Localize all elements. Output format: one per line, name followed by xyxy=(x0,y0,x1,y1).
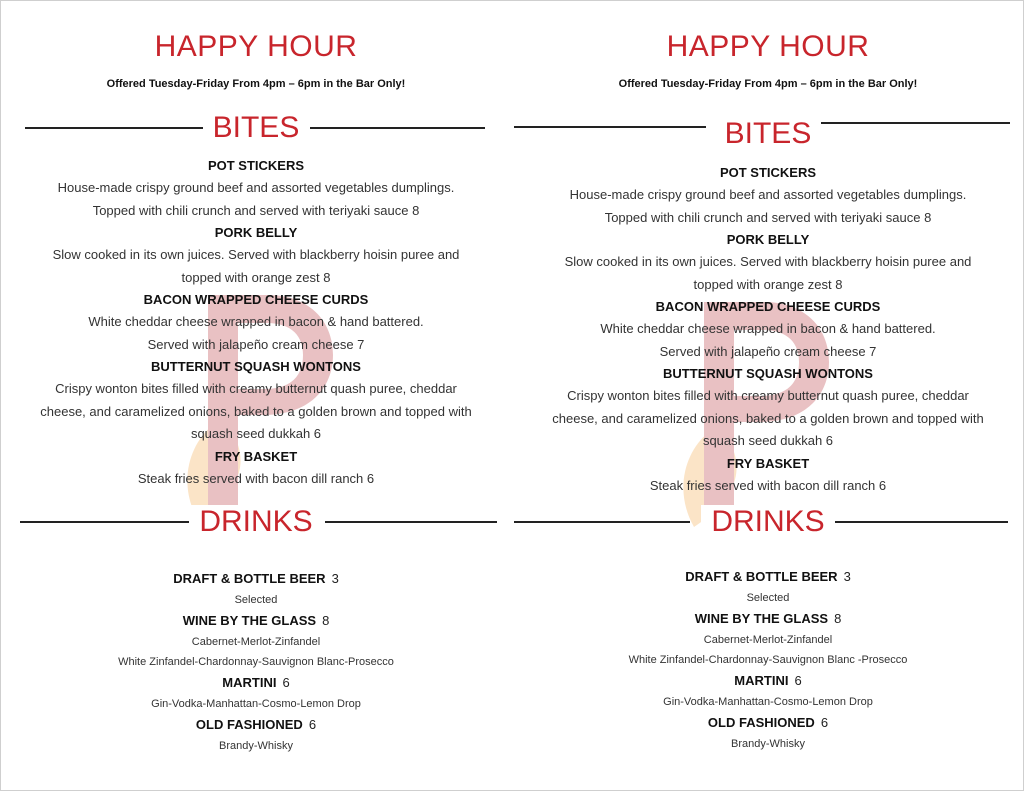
item-name: BUTTERNUT SQUASH WONTONS xyxy=(663,366,873,381)
drink-name: MARTINI xyxy=(222,675,277,690)
drink-detail: White Zinfandel-Chardonnay-Sauvignon Blanc -Prosecco xyxy=(628,654,908,666)
item-description: topped with orange zest 8 xyxy=(693,276,843,292)
item-name: FRY BASKET xyxy=(214,448,298,464)
drinks-section-header xyxy=(512,500,1024,544)
item-description: Topped with chili crunch and served with teriyaki sauce 8 xyxy=(604,209,932,225)
drink-detail: Brandy-Whisky xyxy=(731,738,805,750)
menu-item xyxy=(0,222,512,289)
drink-name: DRAFT & BOTTLE BEER xyxy=(685,569,838,584)
drink-name: OLD FASHIONED xyxy=(707,715,815,730)
menu-item xyxy=(512,296,1024,363)
item-name: BUTTERNUT SQUASH WONTONS xyxy=(151,359,361,374)
item-description: House-made crispy ground beef and assorted vegetables dumplings. xyxy=(57,180,455,195)
drink-detail: Gin-Vodka-Manhattan-Cosmo-Lemon Drop xyxy=(151,698,361,710)
item-name: POT STICKERS xyxy=(207,158,305,173)
drink-name: OLD FASHIONED xyxy=(195,717,303,732)
drinks-heading: DRINKS xyxy=(512,500,1024,544)
drink-detail: Brandy-Whisky xyxy=(219,740,293,752)
drink-item xyxy=(0,568,512,610)
drink-price: 3 xyxy=(331,571,339,586)
item-description: Served with jalapeño cream cheese 7 xyxy=(147,336,365,352)
item-description: Topped with chili crunch and served with teriyaki sauce 8 xyxy=(92,202,420,218)
item-description: Crispy wonton bites filled with creamy butternut quash puree, cheddar xyxy=(55,381,457,396)
item-description: topped with orange zest 8 xyxy=(181,269,331,285)
drink-price: 6 xyxy=(794,673,802,688)
drink-price: 6 xyxy=(820,715,829,730)
page-subtitle: Offered Tuesday-Friday From 4pm – 6pm in the Bar Only! xyxy=(106,78,406,90)
menu-item xyxy=(512,453,1024,498)
drink-detail: Selected xyxy=(746,592,790,604)
drink-price: 8 xyxy=(322,613,330,628)
menu-item xyxy=(0,356,512,446)
item-description: Steak fries served with bacon dill ranch 6 xyxy=(649,477,887,493)
item-description: Steak fries served with bacon dill ranch 6 xyxy=(137,470,375,486)
drink-price: 3 xyxy=(843,569,851,584)
drink-item xyxy=(512,670,1024,712)
drinks-list xyxy=(512,566,1024,754)
drink-name: DRAFT & BOTTLE BEER xyxy=(173,571,326,586)
page-title: HAPPY HOUR xyxy=(154,30,358,63)
item-description: House-made crispy ground beef and assorted vegetables dumplings. xyxy=(569,187,967,202)
item-description: Slow cooked in its own juices. Served with blackberry hoisin puree and xyxy=(52,247,460,262)
drink-detail: Gin-Vodka-Manhattan-Cosmo-Lemon Drop xyxy=(663,696,873,708)
page-title: HAPPY HOUR xyxy=(666,30,870,63)
drink-price: 6 xyxy=(308,717,317,732)
item-description: Slow cooked in its own juices. Served with blackberry hoisin puree and xyxy=(564,254,972,269)
page-subtitle: Offered Tuesday-Friday From 4pm – 6pm in the Bar Only! xyxy=(618,78,918,90)
menu-item xyxy=(0,289,512,356)
menu-item xyxy=(512,229,1024,296)
drinks-list xyxy=(0,568,512,756)
menu-item xyxy=(0,446,512,491)
item-description: squash seed dukkah 6 xyxy=(702,433,834,448)
drinks-section-header xyxy=(0,500,512,544)
item-name: PORK BELLY xyxy=(726,232,810,247)
menu-panel-right xyxy=(512,0,1024,791)
bites-list xyxy=(0,155,512,490)
item-description: White cheddar cheese wrapped in bacon & hand battered. xyxy=(88,314,424,329)
item-name: FRY BASKET xyxy=(726,455,810,471)
menu-item xyxy=(0,155,512,222)
drink-price: 8 xyxy=(834,611,842,626)
drink-item xyxy=(0,672,512,714)
drinks-heading: DRINKS xyxy=(0,500,512,544)
drink-name: WINE BY THE GLASS xyxy=(694,611,829,626)
item-description: White cheddar cheese wrapped in bacon & hand battered. xyxy=(600,321,936,336)
item-description: Served with jalapeño cream cheese 7 xyxy=(659,343,877,359)
menu-item xyxy=(512,363,1024,453)
drink-item xyxy=(0,610,512,672)
bites-list xyxy=(512,162,1024,497)
bites-section-header xyxy=(512,112,1024,156)
drink-detail: Cabernet-Merlot-Zinfandel xyxy=(703,634,833,646)
drink-name: WINE BY THE GLASS xyxy=(182,613,317,628)
drink-item xyxy=(512,566,1024,608)
bites-section-header xyxy=(0,106,512,150)
drink-detail: Selected xyxy=(234,594,278,606)
drink-price: 6 xyxy=(282,675,290,690)
item-name: PORK BELLY xyxy=(214,225,298,240)
item-description: squash seed dukkah 6 xyxy=(190,426,322,441)
drink-detail: White Zinfandel-Chardonnay-Sauvignon Blanc-Prosecco xyxy=(118,656,394,668)
item-description: cheese, and caramelized onions, baked to a golden brown and topped with xyxy=(552,410,984,426)
item-name: POT STICKERS xyxy=(719,165,817,180)
drink-item xyxy=(0,714,512,756)
bites-heading: BITES xyxy=(0,106,512,150)
item-description: cheese, and caramelized onions, baked to a golden brown and topped with xyxy=(40,403,472,419)
menu-item xyxy=(512,162,1024,229)
item-description: Crispy wonton bites filled with creamy butternut quash puree, cheddar xyxy=(567,388,969,403)
drink-item xyxy=(512,712,1024,754)
drink-detail: Cabernet-Merlot-Zinfandel xyxy=(191,636,321,648)
item-name: BACON WRAPPED CHEESE CURDS xyxy=(655,299,881,314)
drink-item xyxy=(512,608,1024,670)
bites-heading: BITES xyxy=(512,112,1024,156)
item-name: BACON WRAPPED CHEESE CURDS xyxy=(143,292,369,307)
drink-name: MARTINI xyxy=(734,673,789,688)
